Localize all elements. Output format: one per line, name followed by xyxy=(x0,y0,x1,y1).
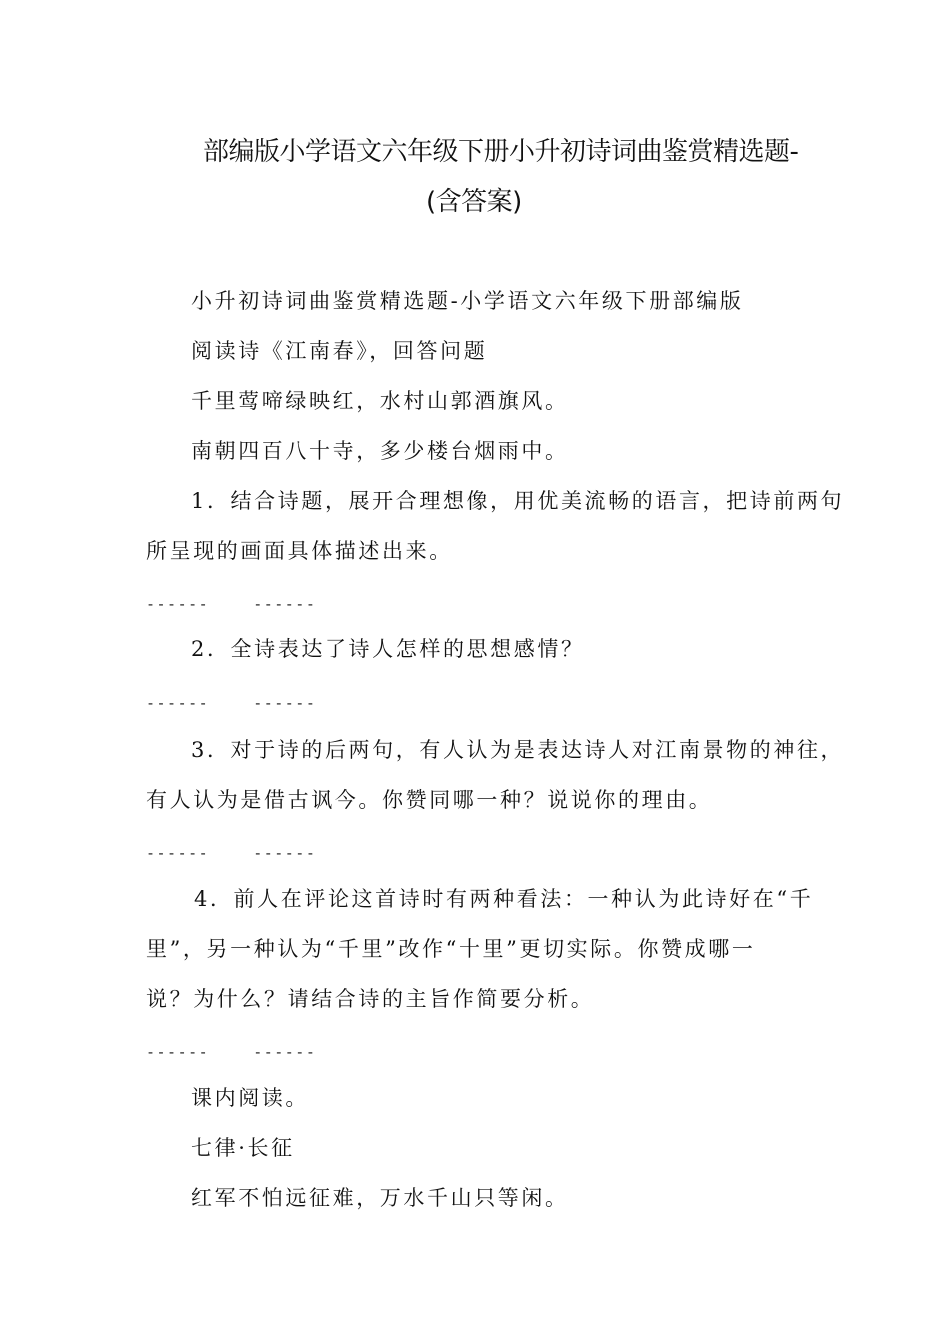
answer-blank-segment: ------ xyxy=(146,694,210,712)
answer-blank-segment: ------ xyxy=(253,1043,317,1061)
answer-blank-4 xyxy=(146,1042,316,1062)
question-4-line1: 4．前人在评论这首诗时有两种看法：一种认为此诗好在“千 xyxy=(194,887,814,911)
answer-blank-segment: ------ xyxy=(146,595,210,613)
document-title-line2: (含答案) xyxy=(426,187,522,217)
answer-blank-2 xyxy=(146,693,316,713)
question-2-line1: 2．全诗表达了诗人怎样的思想感情？ xyxy=(191,637,585,661)
answer-blank-segment: ------ xyxy=(253,595,317,613)
poem1-line2: 南朝四百八十寺，多少楼台烟雨中。 xyxy=(191,439,569,463)
document-title-line1: 部编版小学语文六年级下册小升初诗词曲鉴赏精选题- xyxy=(203,137,799,167)
question-3-line2: 有人认为是借古讽今。你赞同哪一种？说说你的理由。 xyxy=(146,788,713,812)
poem2-title: 七律·长征 xyxy=(191,1136,295,1160)
poem2-line1: 红军不怕远征难，万水千山只等闲。 xyxy=(191,1186,569,1210)
question-4-line2: 里”，另一种认为“千里”改作“十里”更切实际。你赞成哪一 xyxy=(146,937,756,961)
question-1-line1: 1．结合诗题，展开合理想像，用优美流畅的语言，把诗前两句 xyxy=(191,489,845,513)
answer-blank-3 xyxy=(146,843,316,863)
answer-blank-segment: ------ xyxy=(146,1043,210,1061)
answer-blank-segment: ------ xyxy=(253,844,317,862)
instruction: 阅读诗《江南春》，回答问题 xyxy=(191,339,488,363)
question-1-line2: 所呈现的画面具体描述出来。 xyxy=(146,539,453,563)
answer-blank-segment: ------ xyxy=(146,844,210,862)
poem1-line1: 千里莺啼绿映红，水村山郭酒旗风。 xyxy=(191,389,569,413)
section2-heading: 课内阅读。 xyxy=(191,1086,309,1110)
answer-blank-1 xyxy=(146,594,316,614)
question-3-line1: 3．对于诗的后两句，有人认为是表达诗人对江南景物的神往， xyxy=(191,738,845,762)
question-4-line3: 说？为什么？请结合诗的主旨作简要分析。 xyxy=(146,987,595,1011)
subtitle: 小升初诗词曲鉴赏精选题-小学语文六年级下册部编版 xyxy=(191,289,744,313)
answer-blank-segment: ------ xyxy=(253,694,317,712)
